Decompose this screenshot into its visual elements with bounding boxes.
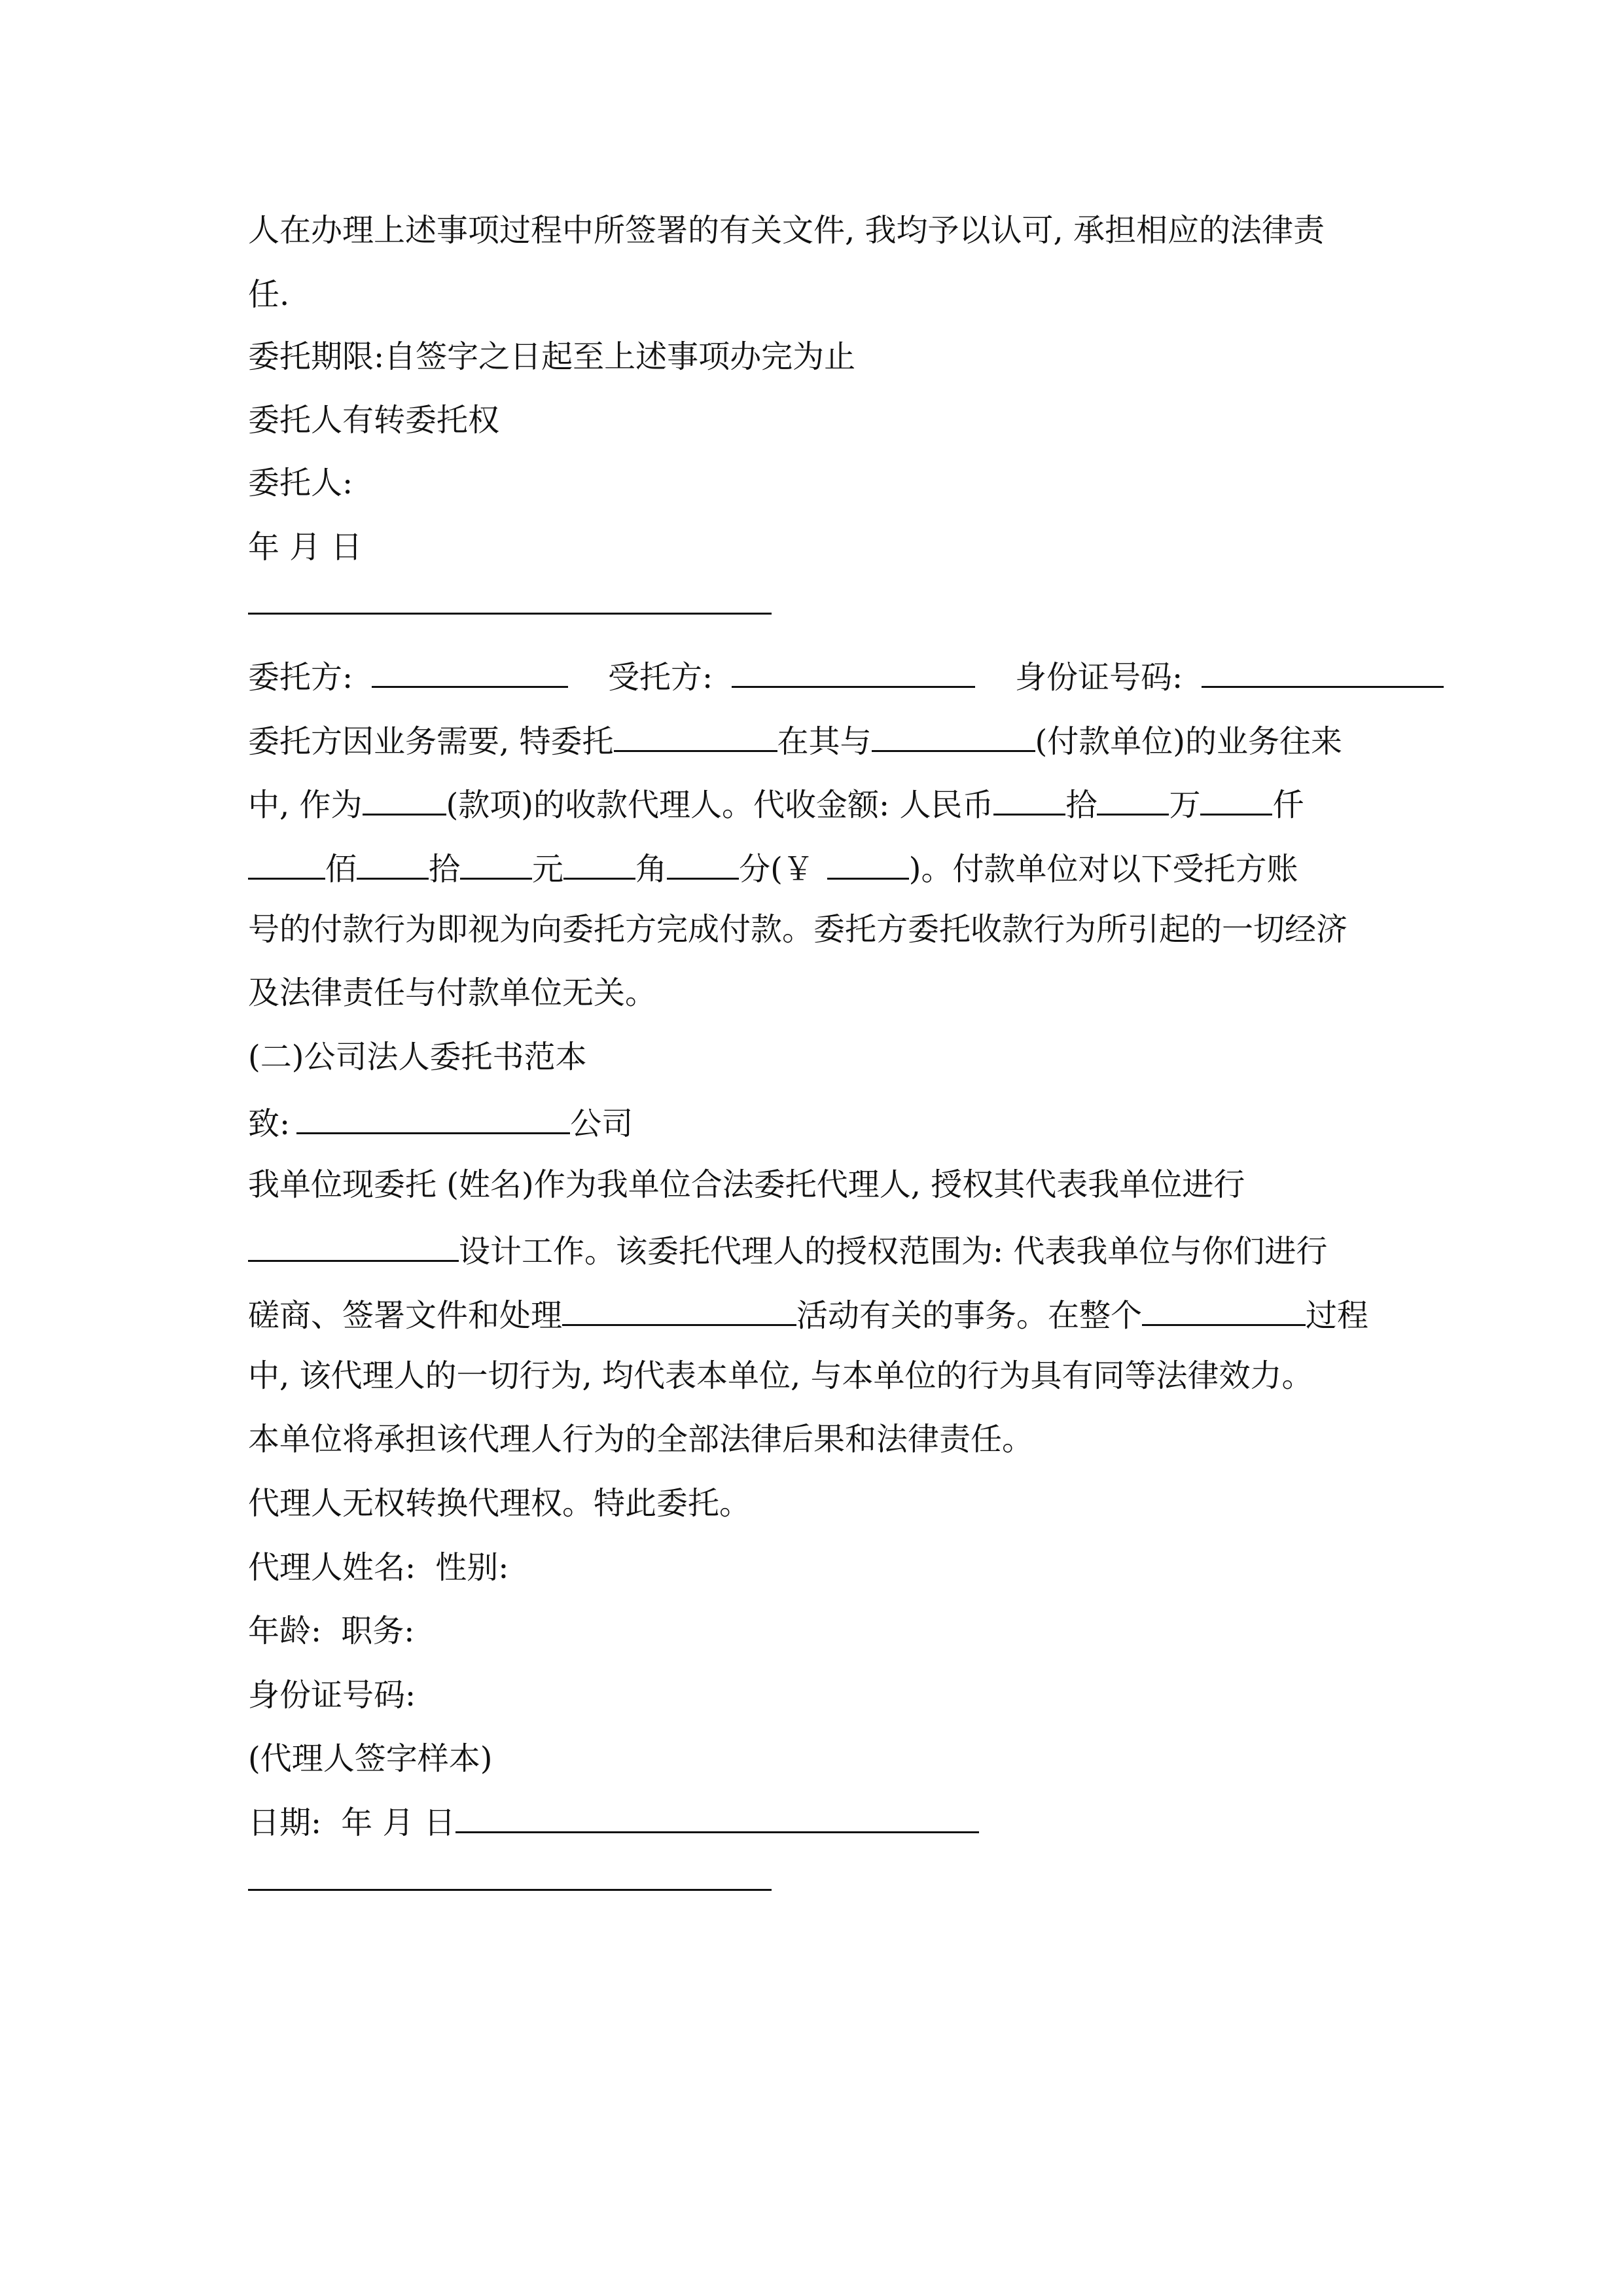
- text-segment: 磋商、签署文件和处理: [248, 1297, 563, 1334]
- paragraph-line: 任.: [248, 276, 290, 313]
- date-value: 年 月 日: [341, 1804, 455, 1841]
- company-blank: [296, 1101, 570, 1134]
- term-line: 委托期限:自签字之日起至上述事项办完为止: [248, 338, 856, 375]
- amount-blank: [993, 782, 1065, 816]
- text-segment: 佰: [325, 851, 357, 888]
- text-segment: 拾: [1065, 787, 1097, 823]
- amount-blank: [357, 846, 429, 880]
- text-segment: 在其与: [777, 723, 872, 760]
- id-label: 身份证号码:: [1014, 659, 1183, 696]
- gender-label: 性别:: [435, 1549, 509, 1586]
- text-segment: 元: [532, 851, 564, 888]
- text-segment: (付款单位)的业务往来: [1035, 723, 1343, 760]
- amount-blank: [563, 846, 635, 880]
- payer-blank: [872, 719, 1035, 752]
- text-segment: 中, 作为: [248, 787, 363, 823]
- project-blank: [248, 1229, 459, 1262]
- separator-rule: [248, 1861, 1400, 1900]
- party-b-blank: [732, 655, 975, 688]
- amount-figure-blank: [827, 846, 909, 880]
- addressee-line: [248, 1101, 1400, 1143]
- receipt-body-line: 及法律责任与付款单位无关。: [248, 975, 657, 1011]
- text-segment: 设计工作。该委托代理人的授权范围为: 代表我单位与你们进行: [459, 1233, 1328, 1270]
- agent-id-label: 身份证号码:: [248, 1677, 416, 1713]
- sub-delegation-line: 委托人有转委托权: [248, 402, 500, 439]
- separator-rule: [248, 584, 1400, 624]
- agent-info-line: [248, 1548, 1400, 1587]
- section-body-line: 我单位现委托 (姓名)作为我单位合法委托代理人, 授权其代表我单位进行: [248, 1166, 1245, 1203]
- addressee-suffix: 公司: [570, 1105, 633, 1142]
- id-blank: [1202, 655, 1444, 688]
- amount-blank: [667, 846, 739, 880]
- paragraph-line: 人在办理上述事项过程中所签署的有关文件, 我均予以认可, 承担相应的法律责: [248, 212, 1325, 249]
- receipt-body-line: [248, 782, 1400, 825]
- text-segment: )。付款单位对以下受托方账: [908, 851, 1298, 888]
- text-segment: 过程: [1306, 1297, 1369, 1334]
- section-body-line: 本单位将承担该代理人行为的全部法律后果和法律责任。: [248, 1421, 1034, 1458]
- age-label: 年龄:: [248, 1613, 322, 1649]
- text-segment: 角: [635, 851, 668, 888]
- fund-blank: [363, 782, 446, 816]
- addressee-prefix: 致:: [248, 1105, 291, 1142]
- rule-line: [455, 1812, 979, 1833]
- section-body-line: 中, 该代理人的一切行为, 均代表本单位, 与本单位的行为具有同等法律效力。: [248, 1357, 1313, 1394]
- section-body-line: [248, 1293, 1400, 1335]
- receipt-body-line: 号的付款行为即视为向委托方完成付款。委托方委托收款行为所引起的一切经济: [248, 911, 1348, 948]
- section-body-line: [248, 1229, 1400, 1271]
- signature-date-line: [248, 1803, 1400, 1842]
- rule-line: [248, 593, 772, 615]
- amount-blank: [1200, 782, 1272, 816]
- signature-sample-label: (代理人签字样本): [248, 1740, 493, 1777]
- parties-line: [248, 655, 1400, 697]
- amount-blank: [1097, 782, 1169, 816]
- receipt-body-line: [248, 846, 1400, 889]
- party-a-blank: [372, 655, 568, 688]
- receipt-body-line: [248, 719, 1400, 761]
- text-segment: 万: [1169, 787, 1201, 823]
- section-heading: (二)公司法人委托书范本: [248, 1039, 587, 1075]
- section-body-line: 代理人无权转换代理权。特此委托。: [248, 1485, 751, 1522]
- agent-name-label: 代理人姓名:: [248, 1549, 416, 1586]
- process-blank: [1142, 1293, 1306, 1326]
- text-segment: (款项)的收款代理人。代收金额: 人民币: [446, 787, 994, 823]
- text-segment: 委托方因业务需要, 特委托: [248, 723, 614, 760]
- principal-label: 委托人:: [248, 465, 353, 501]
- date-label: 日期:: [248, 1804, 322, 1841]
- text-segment: 活动有关的事务。在整个: [796, 1297, 1143, 1334]
- text-segment: 拾: [429, 851, 461, 888]
- amount-blank: [248, 846, 325, 880]
- agent-info-line: [248, 1611, 1400, 1651]
- party-a-label: 委托方:: [248, 659, 353, 696]
- party-b-label: 受托方:: [607, 659, 713, 696]
- rule-line: [248, 1869, 772, 1891]
- amount-blank: [460, 846, 532, 880]
- text-segment: 分(￥: [739, 851, 814, 888]
- date-line: 年 月 日: [248, 529, 363, 565]
- position-label: 职务:: [341, 1613, 415, 1649]
- activity-blank: [562, 1293, 796, 1326]
- agent-blank: [614, 719, 777, 752]
- text-segment: 仟: [1272, 787, 1304, 823]
